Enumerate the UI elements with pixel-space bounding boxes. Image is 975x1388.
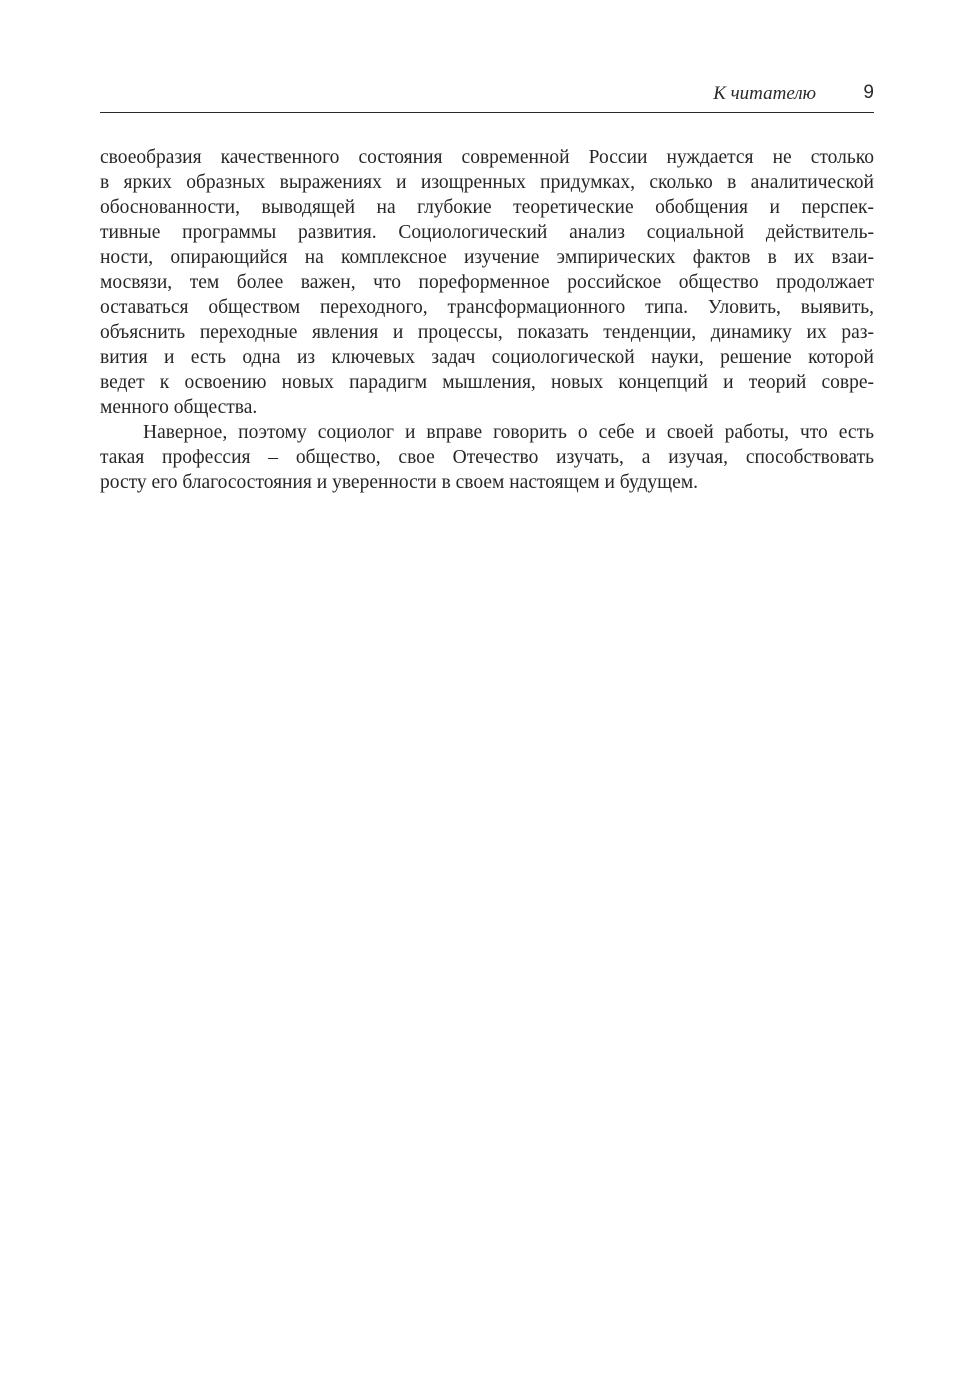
chapter-title: К читателю <box>713 83 816 104</box>
text-line: менного общества. <box>100 397 258 418</box>
paragraph-2 <box>100 420 874 495</box>
paragraph-1 <box>100 145 874 420</box>
text-line: в ярких образных выражениях и изощренных придумках, сколько в аналитической <box>100 172 874 193</box>
text-line: ности, опирающийся на комплексное изучение эмпирических фактов в их взаи- <box>100 247 874 268</box>
body-text <box>100 145 874 495</box>
text-line: объяснить переходные явления и процессы, показать тенденции, динамику их раз- <box>100 322 874 343</box>
text-line: тивные программы развития. Социологический анализ социальной действитель- <box>100 222 874 243</box>
text-line: росту его благосостояния и уверенности в своем настоящем и будущем. <box>100 472 699 493</box>
text-line: оставаться обществом переходного, трансформационного типа. Уловить, выявить, <box>100 297 874 318</box>
text-line: обоснованности, выводящей на глубокие теоретические обобщения и перспек- <box>100 197 874 218</box>
text-line: ведет к освоению новых парадигм мышления, новых концепций и теорий совре- <box>100 372 874 393</box>
text-line: вития и есть одна из ключевых задач социологической науки, решение которой <box>100 347 874 368</box>
text-line: Наверное, поэтому социолог и вправе говорить о себе и своей работы, что есть <box>143 422 874 443</box>
text-line: своеобразия качественного состояния современной России нуждается не столько <box>100 147 874 168</box>
text-line: такая профессия – общество, свое Отечество изучать, а изучая, способствовать <box>100 447 874 468</box>
page-number: 9 <box>863 82 874 103</box>
running-header <box>100 82 874 113</box>
text-line: мосвязи, тем более важен, что пореформенное российское общество продолжает <box>100 272 874 293</box>
